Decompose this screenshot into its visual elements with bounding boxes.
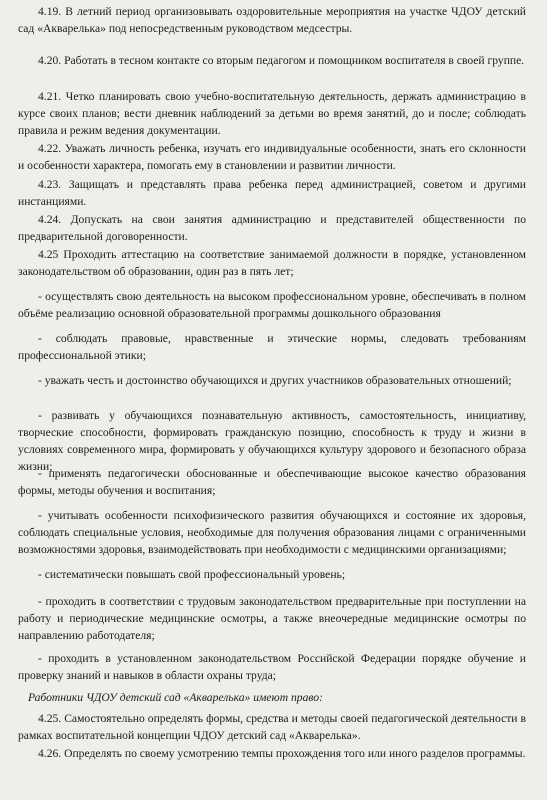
duty-bullet-5: - применять педагогически обоснованные и обеспечивающие высокое качество образования формы, методы обучения и воспитания; [18, 467, 526, 497]
duty-bullet-8: - проходить в соответствии с трудовым законодательством предварительные при поступлении на работу и периодические медицинские осмотры, а также внеочередные медицинские осмотры по направлению работодателя; [18, 595, 526, 642]
clause-4-20: 4.20. Работать в тесном контакте со вторым педагогом и помощником воспитателя в своей группе. [38, 54, 525, 67]
duty-bullet-6: - учитывать особенности психофизического развития обучающихся и состояние их здоровья, соблюдать специальные условия, необходимые для получения образования лицами с ограниченными возможностями здоровья, взаимодействовать при необходимости с медицинскими организациями; [18, 509, 526, 556]
rights-heading: Работники ЧДОУ детский сад «Акварелька» имеют право: [28, 691, 323, 704]
duty-bullet-4: - развивать у обучающихся познавательную активность, самостоятельность, инициативу, творческие способности, формировать гражданскую позицию, способность к труду и жизни в условиях современного мира, формировать у обучающихся культуру здорового и безопасного образа жизни; [18, 409, 526, 473]
clause-4-23: 4.23. Защищать и представлять права ребенка перед администрацией, советом и другими инстанциями. [18, 178, 526, 208]
clause-4-22: 4.22. Уважать личность ребенка, изучать его индивидуальные особенности, знать его склонности и особенности характера, помогать ему в становлении и развитии личности. [18, 142, 526, 172]
clause-4-21: 4.21. Четко планировать свою учебно-воспитательную деятельность, держать администрацию в курсе своих планов; вести дневник наблюдений за детьми во время занятий, до и после; соблюдать правила и режим ведения документации. [18, 90, 526, 137]
right-4-26: 4.26. Определять по своему усмотрению темпы прохождения того или иного разделов программы. [38, 747, 526, 760]
clause-4-25-attestation: 4.25 Проходить аттестацию на соответствие занимаемой должности в порядке, установленном законодательством об образовании, один раз в пять лет; [18, 248, 526, 278]
right-4-25: 4.25. Самостоятельно определять формы, средства и методы своей педагогической деятельности в рамках воспитательной концепции ЧДОУ детский сад «Акварелька». [18, 712, 526, 742]
clause-4-24: 4.24. Допускать на свои занятия администрацию и представителей общественности по предварительной договоренности. [18, 213, 526, 243]
duty-bullet-2: - соблюдать правовые, нравственные и этические нормы, следовать требованиям профессиональной этики; [18, 332, 526, 362]
duty-bullet-9: - проходить в установленном законодательством Российской Федерации порядке обучение и проверку знаний и навыков в области охраны труда; [18, 652, 526, 682]
duty-bullet-7: - систематически повышать свой профессиональный уровень; [38, 568, 346, 581]
clause-4-19: 4.19. В летний период организовывать оздоровительные мероприятия на участке ЧДОУ детский сад «Акварелька» под непосредственным руководством медсестры. [18, 5, 526, 35]
duty-bullet-3: - уважать честь и достоинство обучающихся и других участников образовательных отношений; [38, 374, 512, 387]
duty-bullet-1: - осуществлять свою деятельность на высоком профессиональном уровне, обеспечивать в полном объёме реализацию основной образовательной программы дошкольного образования [18, 290, 526, 320]
